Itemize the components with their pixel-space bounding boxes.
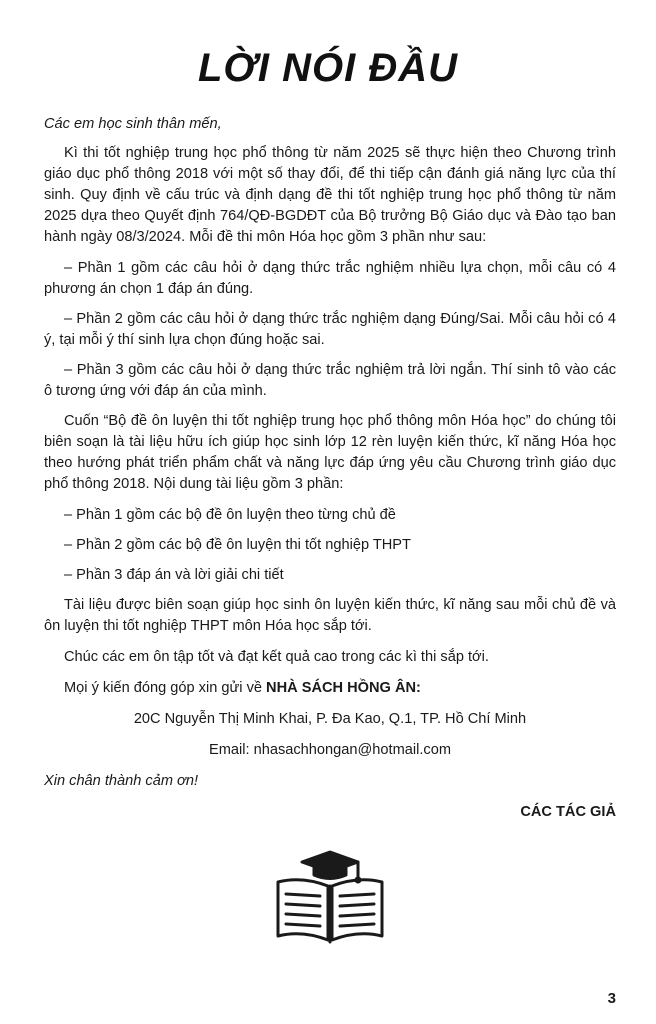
page-number: 3 [607, 990, 616, 1007]
publisher-email: Email: nhasachhongan@hotmail.com [209, 742, 451, 758]
book-part-1: – Phần 1 gồm các bộ đề ôn luyện theo từng chủ đề [64, 507, 396, 523]
book-description-paragraph: Cuốn “Bộ đề ôn luyện thi tốt nghiệp trung học phổ thông môn Hóa học” do chúng tôi biên soạn là tài liệu hữu ích giúp học sinh lớp 12 rèn luyện kiến thức, kĩ năng Hóa học theo hướng phát triển phẩm chất và năng lực đáp ứng yêu cầu Chương trình giáo dục phổ thông 2018. Nội dung tài liệu gồm 3 phần: [44, 413, 616, 492]
purpose-paragraph: Tài liệu được biên soạn giúp học sinh ôn luyện kiến thức, kĩ năng sau mỗi chủ đề và ôn luyện thi tốt nghiệp THPT môn Hóa học sắp tới. [44, 597, 616, 634]
feedback-prefix: Mọi ý kiến đóng góp xin gửi về [64, 680, 267, 696]
page-title: LỜI NÓI ĐẦU [197, 46, 459, 90]
intro-paragraph: Kì thi tốt nghiệp trung học phổ thông từ năm 2025 sẽ thực hiện theo Chương trình giáo dục phổ thông 2018 với một số thay đổi, để thi tiếp cận đánh giá năng lực của thí sinh. Quy định về cấu trúc và định dạng đề thi tốt nghiệp trung học phổ thông từ năm 2025 dựa theo Quyết định 764/QĐ-BGDĐT của Bộ trưởng Bộ Giáo dục và Đào tạo ban hành ngày 08/3/2024. Mỗi đề thi môn Hóa học gồm 3 phần như sau: [44, 145, 616, 245]
book-with-graduation-cap-icon [272, 848, 388, 948]
publisher-name: NHÀ SÁCH HỒNG ÂN: [266, 680, 421, 696]
publisher-address: 20C Nguyễn Thị Minh Khai, P. Đa Kao, Q.1, TP. Hồ Chí Minh [133, 711, 527, 727]
exam-part-2: – Phần 2 gồm các câu hỏi ở dạng thức trắc nghiệm dạng Đúng/Sai. Mỗi câu hỏi có 4 ý, tại mỗi ý thí sinh lựa chọn đúng hoặc sai. [44, 311, 616, 348]
preface-body [44, 114, 616, 833]
salutation: Các em học sinh thân mến, [44, 116, 222, 132]
exam-part-1: – Phần 1 gồm các câu hỏi ở dạng thức trắc nghiệm nhiều lựa chọn, mỗi câu có 4 phương án chọn 1 đáp án đúng. [44, 260, 616, 297]
thanks-line: Xin chân thành cảm ơn! [44, 773, 199, 789]
book-part-3: – Phần 3 đáp án và lời giải chi tiết [64, 567, 284, 583]
authors-signature: CÁC TÁC GIẢ [520, 804, 616, 820]
book-part-2: – Phần 2 gồm các bộ đề ôn luyện thi tốt nghiệp THPT [64, 537, 411, 553]
feedback-paragraph [44, 678, 616, 699]
exam-part-3: – Phần 3 gồm các câu hỏi ở dạng thức trắc nghiệm trả lời ngắn. Thí sinh tô vào các ô tương ứng với đáp án của mình. [44, 362, 616, 399]
wishes-paragraph: Chúc các em ôn tập tốt và đạt kết quả cao trong các kì thi sắp tới. [64, 649, 489, 665]
